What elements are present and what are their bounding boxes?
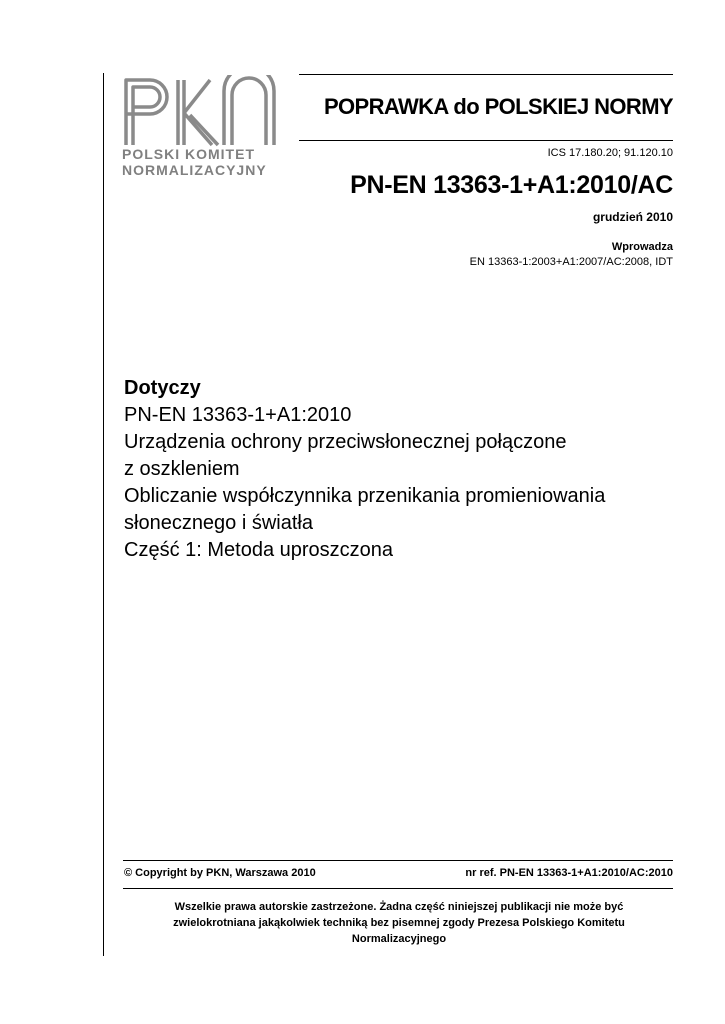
header-top-rule — [299, 74, 673, 75]
concerns-line: z oszkleniem — [124, 458, 240, 480]
standard-number: PN-EN 13363-1+A1:2010/AC — [350, 171, 673, 199]
rights-line: Normalizacyjnego — [351, 933, 447, 945]
footer-middle-rule — [123, 888, 673, 889]
concerns-line: słonecznego i światła — [124, 512, 313, 534]
concerns-line: PN-EN 13363-1+A1:2010 — [124, 404, 352, 426]
header-bottom-rule — [299, 140, 673, 141]
introduces-value: EN 13363-1:2003+A1:2007/AC:2008, IDT — [469, 256, 673, 268]
concerns-heading: Dotyczy — [124, 377, 201, 399]
document-type-title: POPRAWKA do POLSKIEJ NORMY — [323, 94, 673, 119]
footer-top-rule — [123, 860, 673, 861]
rights-line: zwielokrotniana jakąkolwiek techniką bez pisemnej zgody Prezesa Polskiego Komitetu — [173, 917, 625, 929]
concerns-section — [124, 374, 684, 564]
rights-notice — [124, 899, 674, 947]
left-margin-rule — [103, 73, 104, 956]
ics-codes: ICS 17.180.20; 91.120.10 — [547, 147, 673, 159]
logo-text-line2: NORMALIZACYJNY — [122, 162, 267, 178]
publication-date: grudzień 2010 — [592, 210, 673, 224]
copyright-notice: © Copyright by PKN, Warszawa 2010 — [124, 867, 316, 879]
introduces-label: Wprowadza — [611, 241, 673, 253]
concerns-line: Część 1: Metoda uproszczona — [124, 539, 394, 561]
reference-number: nr ref. PN-EN 13363-1+A1:2010/AC:2010 — [465, 867, 673, 879]
logo-text-line1: POLSKI KOMITET — [122, 146, 255, 162]
concerns-line: Urządzenia ochrony przeciwsłonecznej połączone — [124, 431, 567, 453]
rights-line: Wszelkie prawa autorskie zastrzeżone. Żadna część niniejszej publikacji nie może być — [174, 901, 624, 913]
concerns-line: Obliczanie współczynnika przenikania promieniowania — [124, 485, 606, 507]
